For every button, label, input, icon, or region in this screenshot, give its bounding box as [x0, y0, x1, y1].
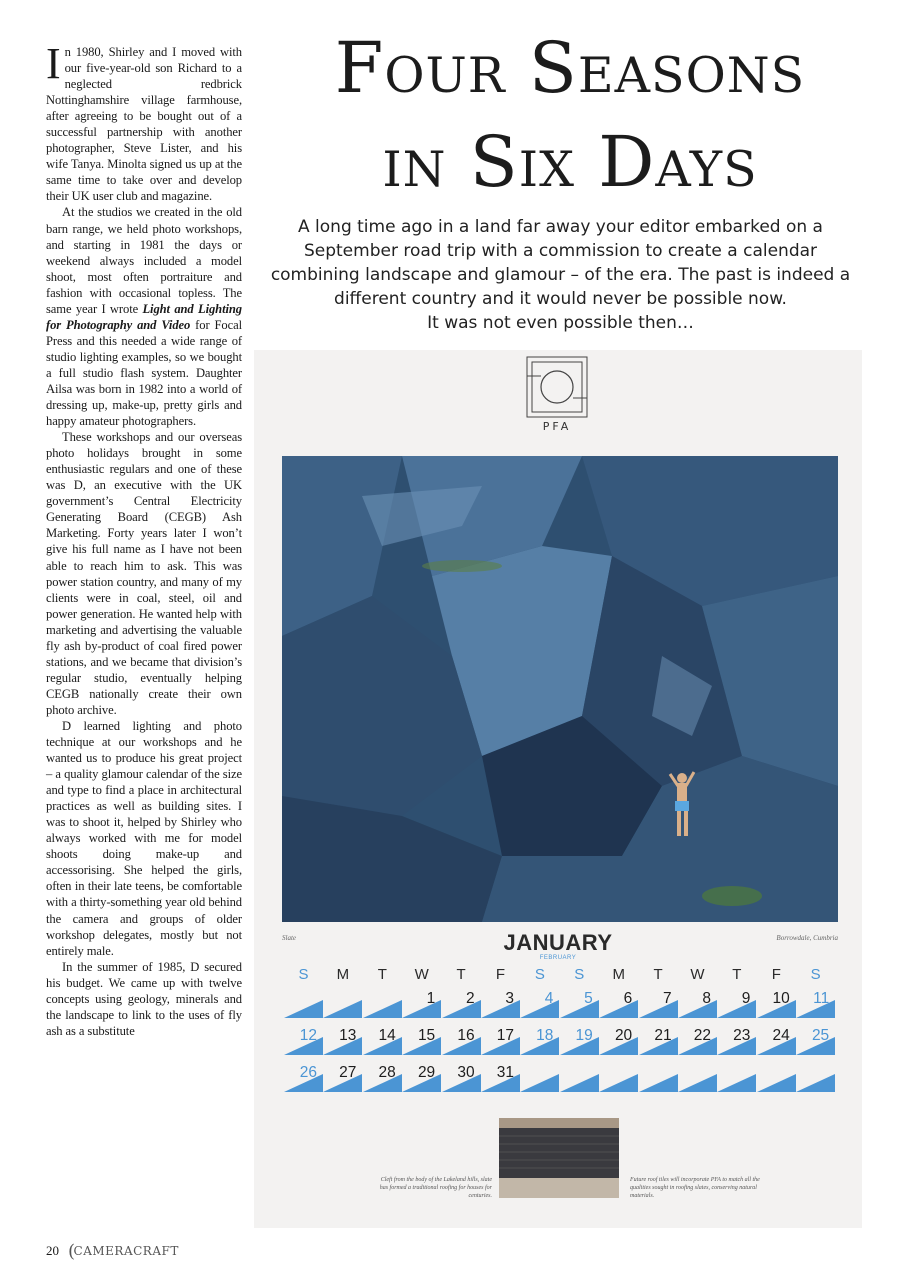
calendar-day: [796, 990, 835, 1020]
day-wedge: [796, 1064, 835, 1094]
calendar-day: [520, 1027, 559, 1057]
day-wedge: [284, 990, 323, 1020]
weekday-headers: [284, 966, 856, 986]
calendar-day: [757, 990, 796, 1020]
day-wedge: [757, 1064, 796, 1094]
day-number: 15: [417, 1027, 436, 1044]
day-wedge: [442, 990, 481, 1020]
day-number: 21: [654, 1027, 672, 1044]
calendar-day: [757, 1064, 796, 1094]
calendar-day: [639, 1027, 678, 1057]
roof-caption-left: Cleft from the body of the Lakeland hills, slate has formed a traditional roofing for houses for centuries.: [379, 1177, 492, 1199]
calendar-day: [520, 1064, 559, 1094]
calendar-day: [402, 1064, 441, 1094]
day-wedge: [678, 1064, 717, 1094]
day-number: 8: [702, 990, 711, 1007]
day-number: 30: [457, 1064, 475, 1081]
photo-caption-left: Slate: [282, 934, 296, 942]
calendar-day: [442, 990, 481, 1020]
day-number: 10: [772, 990, 790, 1007]
book-title: Light and Lighting for Photography and Video: [46, 301, 242, 332]
day-number: 7: [662, 990, 672, 1007]
calendar-day: [757, 1027, 796, 1057]
day-number: 11: [813, 990, 830, 1007]
weekday-header: T: [653, 966, 663, 983]
calendar-day: [678, 1064, 717, 1094]
calendar-day: [678, 990, 717, 1020]
day-wedge: [717, 1064, 756, 1094]
calendar-day: [402, 1027, 441, 1057]
day-wedge: [599, 1064, 638, 1094]
calendar-day: [639, 1064, 678, 1094]
article-paragraph: In the summer of 1985, D secured his budget. We came up with twelve concepts using geology, minerals and the landscape to link to the uses of fly ash as a substitute: [46, 959, 242, 1038]
day-number: 13: [339, 1027, 357, 1044]
slate-quarry-photo: [282, 456, 838, 922]
pfa-logo-mark: [526, 356, 588, 418]
weekday-header: W: [414, 966, 429, 983]
day-wedge: [363, 990, 402, 1020]
day-wedge: [678, 990, 717, 1020]
weekday-header: S: [574, 966, 585, 983]
pfa-logo: [526, 356, 588, 434]
day-number: 28: [378, 1064, 396, 1081]
calendar-week: [284, 1027, 856, 1061]
day-number: 4: [544, 990, 554, 1007]
day-number: 24: [772, 1027, 790, 1044]
day-number: 20: [614, 1027, 633, 1044]
weekday-header: W: [690, 966, 705, 983]
magazine-name: CAMERACRAFT: [73, 1244, 179, 1258]
article-paragraph: D learned lighting and photo technique at our workshops and he wanted us to produce his great project – a quality glamour calendar of the size and type to find a place in architectural practices as well as building sites. I was to shoot it, helped by Shirley who always worked with me for model shoots doing make-up and accessorising. She helped the girls, often in their late teens, be comfortable with a thirty-something year old behind the camera and groups of older workshop delegates, mostly but not entirely male.: [46, 718, 242, 958]
calendar-day: [599, 1064, 638, 1094]
roof-photo: [499, 1118, 619, 1198]
weekday-header: F: [495, 966, 506, 983]
day-wedge: [560, 990, 599, 1020]
article-paragraph: These workshops and our overseas photo holidays brought in some enthusiastic regulars and one of these was D, an executive with the UK government’s Central Electricity Generating Board (CEGB) Ash Marketing. Forty years later I won’t give his full name as I have not been able to reach him to ask. This was power station country, and many of my clients were in coal, steel, oil and power generation. He wanted help with marketing and advertising the valuable fly ash by-product of coal fired power stations, and we became that division’s regular studio, eventually helping CEGB nationally create their own photo archive.: [46, 430, 242, 717]
day-wedge: [481, 990, 520, 1020]
calendar-day: [796, 1064, 835, 1094]
day-wedge: [520, 990, 559, 1020]
day-wedge: [402, 990, 441, 1020]
day-number: 19: [575, 1027, 593, 1044]
weekday-header: S: [810, 966, 821, 983]
day-wedge: [717, 990, 756, 1020]
slate-roof-image: [499, 1118, 619, 1198]
calendar-day: [796, 1027, 835, 1057]
weekday-header: T: [732, 966, 742, 983]
calendar-day: [481, 990, 520, 1020]
page-number: 20: [46, 1243, 59, 1258]
calendar-day: [717, 1064, 756, 1094]
day-number: 3: [505, 990, 514, 1007]
day-number: 2: [465, 990, 475, 1007]
weekday-header: M: [336, 966, 350, 983]
calendar-day: [363, 1027, 402, 1057]
calendar-day: [560, 1064, 599, 1094]
calendar-day: [599, 1027, 638, 1057]
title-line-1: Four Seasons: [334, 27, 806, 109]
day-number: 12: [299, 1027, 317, 1044]
day-wedge: [639, 1064, 678, 1094]
day-number: 22: [693, 1027, 711, 1044]
calendar-day: [560, 1027, 599, 1057]
magazine-logo: (CAMERACRAFT: [68, 1241, 179, 1262]
calendar-day: [284, 1027, 323, 1057]
calendar-day: [284, 990, 323, 1020]
day-number: 29: [417, 1064, 436, 1081]
month-title: JANUARY: [503, 930, 613, 955]
day-number: 27: [339, 1064, 357, 1081]
calendar-day: [442, 1027, 481, 1057]
weekday-header: T: [456, 966, 466, 983]
title-line-2: in Six Days: [382, 121, 758, 203]
calendar-day: [323, 990, 362, 1020]
calendar-day: [363, 990, 402, 1020]
calendar-week: [284, 1064, 856, 1098]
logo-text: PFA: [542, 420, 572, 433]
calendar-day: [520, 990, 559, 1020]
day-wedge: [639, 990, 678, 1020]
calendar-day: [560, 990, 599, 1020]
day-wedge: [520, 1064, 559, 1094]
page-title: [250, 20, 890, 208]
calendar-photo: [282, 456, 838, 922]
calendar-day: [402, 990, 441, 1020]
day-number: 17: [496, 1027, 514, 1044]
day-number: 16: [457, 1027, 475, 1044]
article-body: [46, 39, 242, 1039]
photo-caption-right: Borrowdale, Cumbria: [776, 934, 838, 942]
weekday-header: S: [534, 966, 545, 983]
day-number: 9: [741, 990, 751, 1007]
calendar-week: [284, 990, 856, 1024]
calendar-day: [717, 1027, 756, 1057]
day-wedge: [599, 990, 638, 1020]
calendar-day: [323, 1064, 362, 1094]
calendar-day: [481, 1027, 520, 1057]
calendar-day: [284, 1064, 323, 1094]
day-wedge: [323, 990, 362, 1020]
weekday-header: F: [771, 966, 781, 983]
day-number: 23: [733, 1027, 751, 1044]
article-paragraph: In 1980, Shirley and I moved with our five-year-old son Richard to a neglected redbrick Nottinghamshire village farmhouse, after agreeing to be bought out of a successful partnership with another photographer, Steve Lister, and his wife Tanya. Minolta signed us up at the same time to take over and develop their UK user club and magazine.: [46, 39, 242, 204]
day-number: 5: [584, 990, 593, 1007]
day-number: 31: [496, 1064, 514, 1081]
day-number: 14: [378, 1027, 396, 1044]
calendar-day: [639, 990, 678, 1020]
day-wedge: [560, 1064, 599, 1094]
calendar-day: [363, 1064, 402, 1094]
calendar-day: [717, 990, 756, 1020]
roof-caption-right: Future roof tiles will incorporate PFA to match all the qualities sought in roofing slates, conserving natural materials.: [630, 1177, 760, 1199]
calendar-page: [254, 350, 862, 1228]
calendar-day: [678, 1027, 717, 1057]
next-month-label: FEBRUARY: [539, 955, 577, 961]
drop-cap: I: [46, 39, 61, 88]
day-number: 1: [426, 990, 436, 1007]
day-number: 25: [811, 1027, 830, 1044]
calendar-day: [599, 990, 638, 1020]
day-number: 18: [536, 1027, 554, 1044]
calendar-day: [481, 1064, 520, 1094]
weekday-header: M: [612, 966, 625, 983]
day-number: 6: [623, 990, 633, 1007]
weekday-header: S: [298, 966, 309, 983]
day-number: 26: [299, 1064, 317, 1081]
standfirst: A long time ago in a land far away your editor embarked on a September road trip with a commission to create a calendar combining landscape and glamour – of the era. The past is indeed a different country and it would never be possible now. It was not even possible then…: [270, 217, 851, 333]
weekday-header: T: [377, 966, 387, 983]
calendar-day: [442, 1064, 481, 1094]
calendar-day: [323, 1027, 362, 1057]
article-paragraph: At the studios we created in the old barn range, we held photo workshops, and starting in 1981 the days or weekend always included a model shoot, most often portraiture and fashion with occasional topless. The same year I wrote Light and Lighting for Photography and Video for Focal Press and this needed a wide range of studio lighting examples, so we bought a full studio flash system. Daughter Ailsa was born in 1982 into a world of dressing up, make-up, pretty girls and happy amateur photographers.: [46, 205, 242, 429]
